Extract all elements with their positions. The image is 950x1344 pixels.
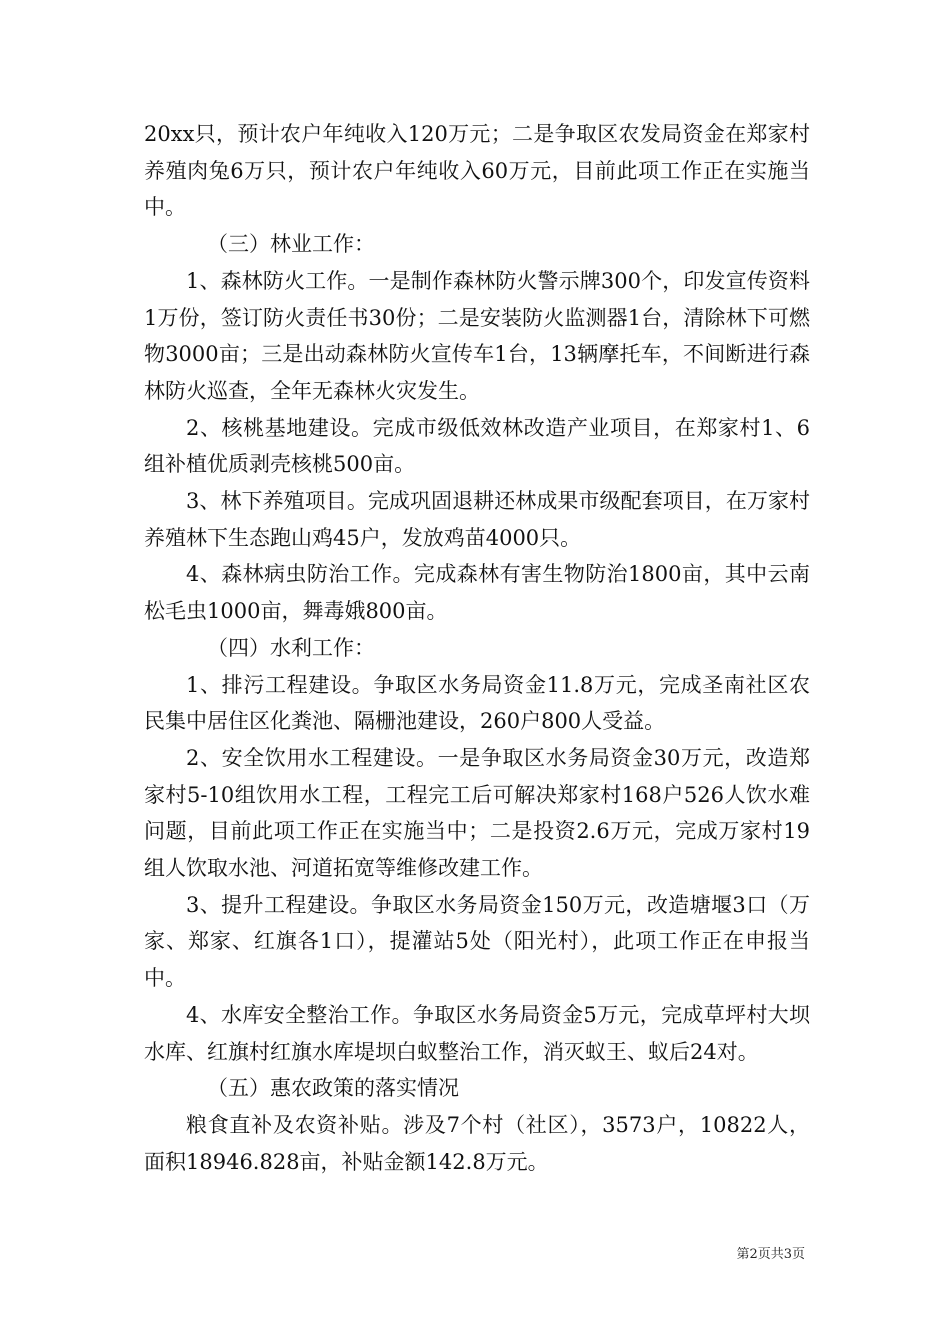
heading-water: （四）水利工作：: [207, 635, 375, 660]
paragraph-lift-project: 3、提升工程建设。争取区水务局资金150万元，改造塘堰3口（万家、郑家、红旗各1口），提灌站5处（阳光村），此项工作正在申报当中。: [144, 892, 810, 991]
paragraph-walnut-base: 2、核桃基地建设。完成市级低效林改造产业项目，在郑家村1、6组补植优质剥壳核桃500亩。: [144, 415, 810, 477]
page-number: 第2页共3页: [736, 1247, 805, 1262]
heading-policy: （五）惠农政策的落实情况: [207, 1076, 459, 1101]
document-body: [144, 116, 810, 1180]
heading-forestry: （三）林业工作：: [207, 232, 375, 257]
paragraph-pest-control: 4、森林病虫防治工作。完成森林有害生物防治1800亩，其中云南松毛虫1000亩，舞毒娥800亩。: [144, 562, 810, 624]
paragraph-subsidy: 粮食直补及农资补贴。涉及7个村（社区），3573户，10822人，面积18946.828亩，补贴金额142.8万元。: [144, 1112, 810, 1174]
paragraph-livestock-continued: 20xx只，预计农户年纯收入120万元；二是争取区农发局资金在郑家村养殖肉兔6万只，预计农户年纯收入60万元，目前此项工作正在实施当中。: [144, 122, 810, 220]
paragraph-drinking-water: 2、安全饮用水工程建设。一是争取区水务局资金30万元，改造郑家村5-10组饮用水工程，工程完工后可解决郑家村168户526人饮水难问题，目前此项工作正在实施当中；二是投资2.6万元，完成万家村19组人饮取水池、河道拓宽等维修改建工作。: [144, 745, 810, 881]
paragraph-reservoir: 4、水库安全整治工作。争取区水务局资金5万元，完成草坪村大坝水库、红旗村红旗水库堤坝白蚁整治工作，消灭蚁王、蚁后24对。: [144, 1002, 810, 1064]
paragraph-sewage: 1、排污工程建设。争取区水务局资金11.8万元，完成圣南社区农民集中居住区化粪池、隔栅池建设，260户800人受益。: [144, 672, 810, 734]
paragraph-forest-farming: 3、林下养殖项目。完成巩固退耕还林成果市级配套项目，在万家村养殖林下生态跑山鸡45户，发放鸡苗4000只。: [144, 489, 810, 550]
paragraph-forest-fire: 1、森林防火工作。一是制作森林防火警示牌300个，印发宣传资料1万份，签订防火责任书30份；二是安装防火监测器1台，清除林下可燃物3000亩；三是出动森林防火宣传车1台，13辆摩托车，不间断进行森林防火巡查，全年无森林火灾发生。: [144, 268, 810, 403]
